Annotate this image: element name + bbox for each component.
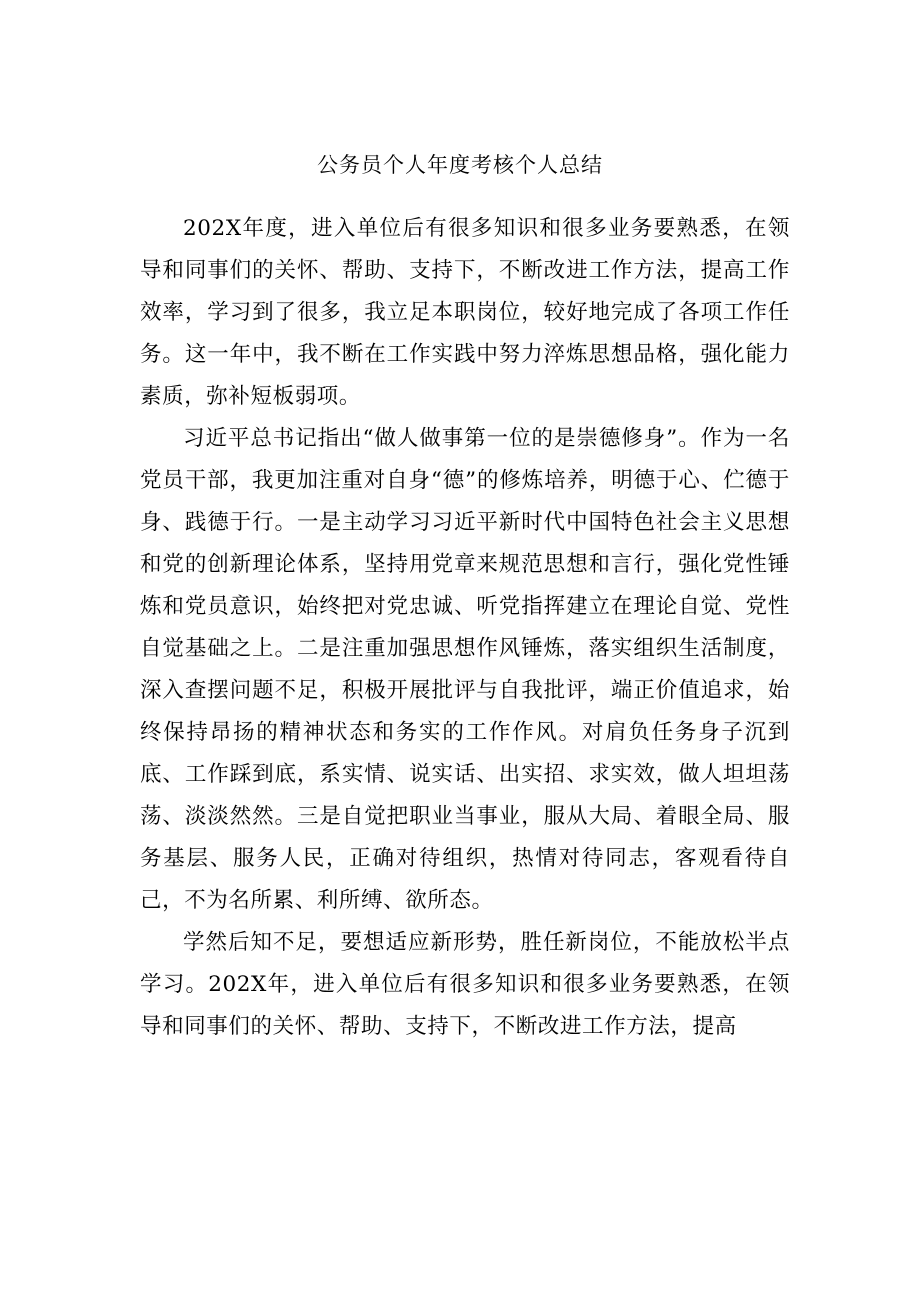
document-title: 公务员个人年度考核个人总结 (317, 153, 603, 177)
paragraph-2: 习近平总书记指出“做人做事第一位的是崇德修身”。作为一名党员干部，我更加注重对自身“德”的修炼培养，明德于心、伫德于身、践德于行。一是主动学习习近平新时代中国特色社会主义思想和党的创新理论体系，坚持用党章来规范思想和言行，强化党性锤炼和党员意识，始终把对党忠诚、听党指挥建立在理论自觉、党性自觉基础之上。二是注重加强思想作风锤炼，落实组织生活制度，深入查摆问题不足，积极开展批评与自我批评，端正价值追求，始终保持昂扬的精神状态和务实的工作作风。对肩负任务身子沉到底、工作踩到底，系实情、说实话、出实招、求实效，做人坦坦荡荡、淡淡然然。三是自觉把职业当事业，服从大局、着眼全局、服务基层、服务人民，正确对待组织，热情对待同志，客观看待自己，不为名所累、利所缚、欲所态。 (140, 426, 790, 913)
paragraph-3: 学然后知不足，要想适应新形势，胜任新岗位，不能放松半点学习。202X年，进入单位后有很多知识和很多业务要熟悉，在领导和同事们的关怀、帮助、支持下，不断改进工作方法，提高 (140, 930, 790, 1039)
document-body (140, 208, 790, 1048)
paragraph-1: 202X年度，进入单位后有很多知识和很多业务要熟悉，在领导和同事们的关怀、帮助、支持下，不断改进工作方法，提高工作效率，学习到了很多，我立足本职岗位，较好地完成了各项工作任务。这一年中，我不断在工作实践中努力淬炼思想品格，强化能力素质，弥补短板弱项。 (140, 216, 790, 409)
